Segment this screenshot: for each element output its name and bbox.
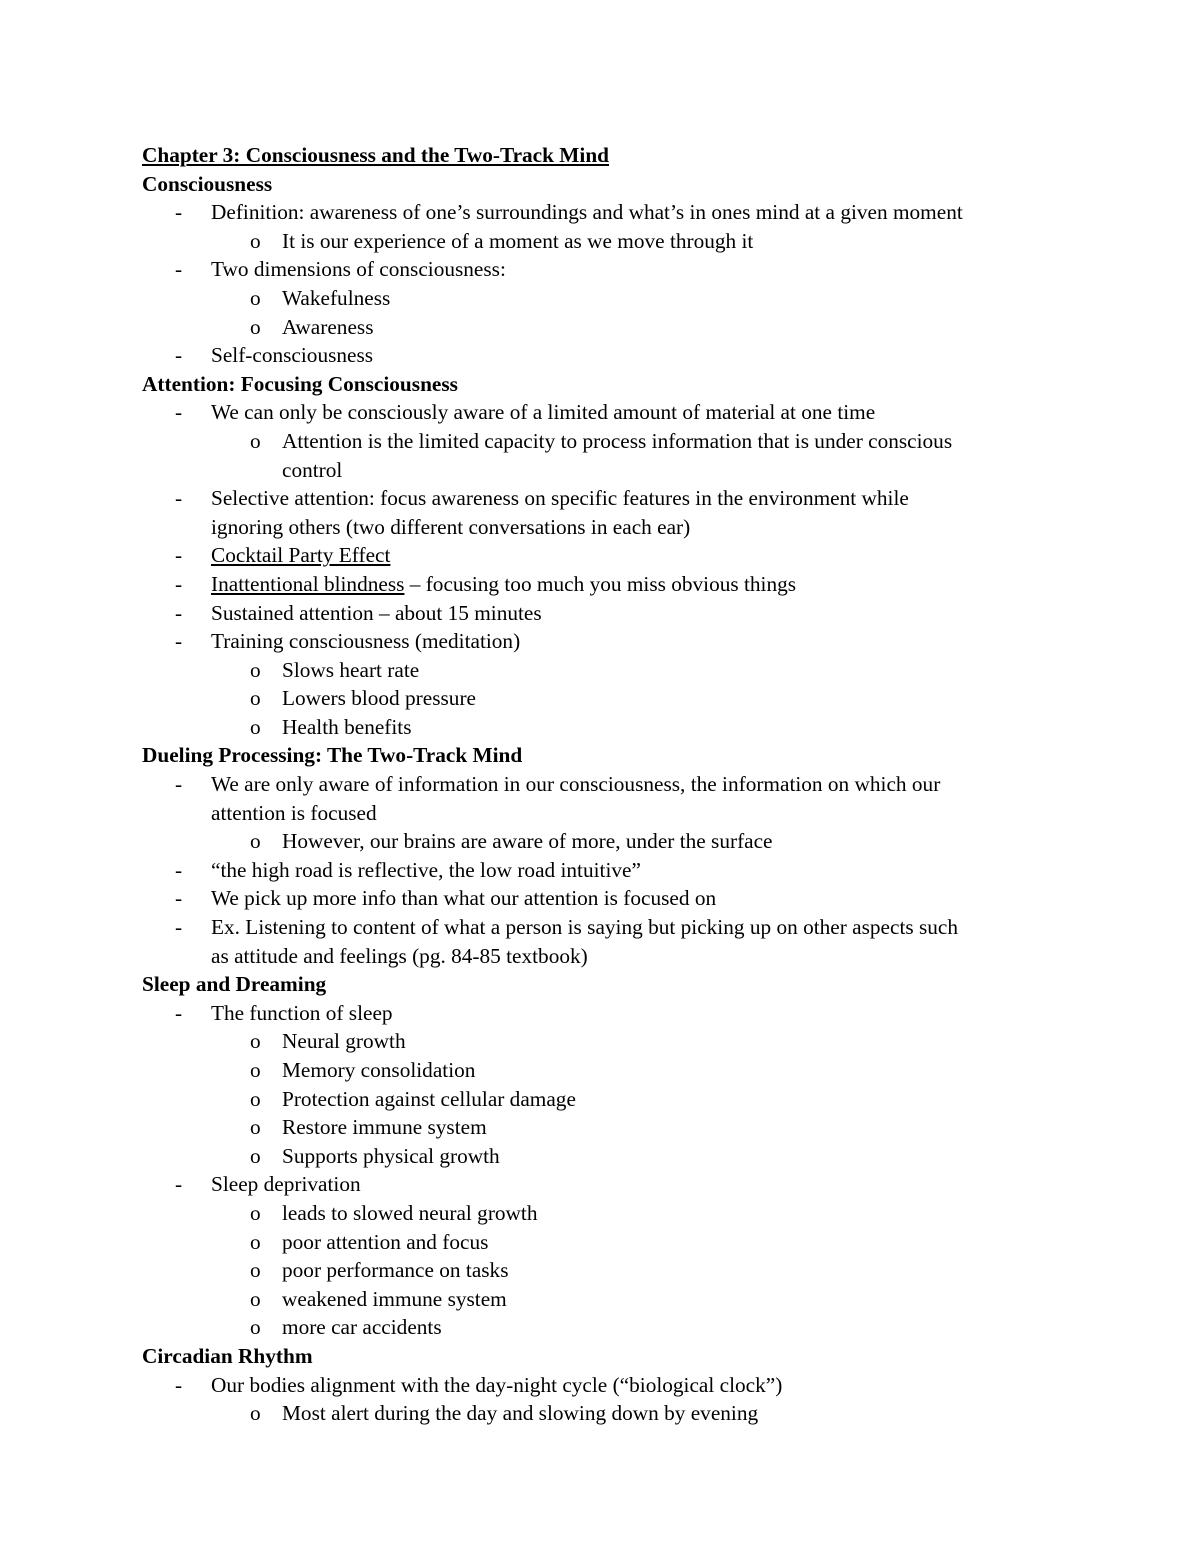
- sub-bullet-item: o Restore immune system: [142, 1113, 1072, 1142]
- circle-bullet: o: [250, 1086, 261, 1111]
- notes-content: [142, 141, 1072, 1428]
- bullet-continuation: ignoring others (two different conversations in each ear): [211, 514, 691, 539]
- sub-bullet-item: o Health benefits: [142, 713, 1072, 742]
- dash-bullet: -: [175, 343, 183, 368]
- dash-bullet: -: [175, 857, 183, 882]
- bullet-item: - Self-consciousness: [142, 341, 1072, 370]
- section-heading-dueling: Dueling Processing: The Two-Track Mind: [142, 743, 523, 768]
- bullet-item: - We can only be consciously aware of a limited amount of material at one time: [142, 398, 1072, 427]
- dash-bullet: -: [175, 886, 183, 911]
- circle-bullet: o: [250, 1115, 261, 1140]
- sub-bullet-item: o Most alert during the day and slowing down by evening: [142, 1399, 1072, 1428]
- dash-bullet: -: [175, 400, 183, 425]
- dash-bullet: -: [175, 629, 183, 654]
- circle-bullet: o: [250, 686, 261, 711]
- sub-bullet-item: o leads to slowed neural growth: [142, 1199, 1072, 1228]
- bullet-item: - Training consciousness (meditation): [142, 627, 1072, 656]
- underlined-term: Inattentional blindness: [211, 571, 405, 596]
- sub-bullet-continuation: control: [282, 457, 343, 482]
- sub-bullet-item: o poor attention and focus: [142, 1228, 1072, 1257]
- bullet-continuation: as attitude and feelings (pg. 84-85 textbook): [211, 943, 588, 968]
- circle-bullet: o: [250, 1229, 261, 1254]
- circle-bullet: o: [250, 285, 261, 310]
- sub-bullet-item: o Supports physical growth: [142, 1142, 1072, 1171]
- dash-bullet: -: [175, 915, 183, 940]
- sub-bullet-item: o Lowers blood pressure: [142, 684, 1072, 713]
- sub-bullet-item: o Awareness: [142, 313, 1072, 342]
- sub-bullet-item: o Wakefulness: [142, 284, 1072, 313]
- bullet-item: - “the high road is reflective, the low road intuitive”: [142, 856, 1072, 885]
- circle-bullet: o: [250, 1258, 261, 1283]
- section-heading-sleep: Sleep and Dreaming: [142, 972, 327, 997]
- circle-bullet: o: [250, 1286, 261, 1311]
- bullet-item: - We pick up more info than what our attention is focused on: [142, 884, 1072, 913]
- sub-bullet-item: o weakened immune system: [142, 1285, 1072, 1314]
- dash-bullet: -: [175, 257, 183, 282]
- dash-bullet: -: [175, 200, 183, 225]
- bullet-item: - Ex. Listening to content of what a person is saying but picking up on other aspects such: [142, 913, 1072, 942]
- dash-bullet: -: [175, 1000, 183, 1025]
- dash-bullet: -: [175, 543, 183, 568]
- bullet-item: - Sleep deprivation: [142, 1170, 1072, 1199]
- sub-bullet-item: o more car accidents: [142, 1313, 1072, 1342]
- bullet-item: - Two dimensions of consciousness:: [142, 255, 1072, 284]
- bullet-item: - The function of sleep: [142, 999, 1072, 1028]
- section-heading-consciousness: Consciousness: [142, 171, 273, 196]
- circle-bullet: o: [250, 1143, 261, 1168]
- sub-bullet-item: o Neural growth: [142, 1027, 1072, 1056]
- underlined-term: Cocktail Party Effect: [211, 543, 391, 568]
- circle-bullet: o: [250, 428, 261, 453]
- sub-bullet-item: o Protection against cellular damage: [142, 1085, 1072, 1114]
- circle-bullet: o: [250, 829, 261, 854]
- dash-bullet: -: [175, 1172, 183, 1197]
- bullet-item: - Our bodies alignment with the day-night cycle (“biological clock”): [142, 1371, 1072, 1400]
- bullet-item: [142, 541, 1072, 570]
- circle-bullet: o: [250, 1200, 261, 1225]
- circle-bullet: o: [250, 1401, 261, 1426]
- dash-bullet: -: [175, 571, 183, 596]
- circle-bullet: o: [250, 314, 261, 339]
- page-title: Chapter 3: Consciousness and the Two-Track Mind: [142, 143, 610, 167]
- sub-bullet-item: o Attention is the limited capacity to process information that is under conscious: [142, 427, 1072, 456]
- dash-bullet: -: [175, 1372, 183, 1397]
- bullet-continuation: attention is focused: [211, 800, 377, 825]
- circle-bullet: o: [250, 657, 261, 682]
- dash-bullet: -: [175, 600, 183, 625]
- bullet-item: - Definition: awareness of one’s surroundings and what’s in ones mind at a given moment: [142, 198, 1072, 227]
- dash-bullet: -: [175, 486, 183, 511]
- sub-bullet-item: o It is our experience of a moment as we move through it: [142, 227, 1072, 256]
- sub-bullet-item: o Slows heart rate: [142, 656, 1072, 685]
- sub-bullet-item: o poor performance on tasks: [142, 1256, 1072, 1285]
- bullet-item: - Selective attention: focus awareness on specific features in the environment while: [142, 484, 1072, 513]
- circle-bullet: o: [250, 714, 261, 739]
- circle-bullet: o: [250, 1315, 261, 1340]
- circle-bullet: o: [250, 228, 261, 253]
- circle-bullet: o: [250, 1029, 261, 1054]
- sub-bullet-item: o However, our brains are aware of more, under the surface: [142, 827, 1072, 856]
- bullet-item: - Sustained attention – about 15 minutes: [142, 599, 1072, 628]
- bullet-item: - We are only aware of information in our consciousness, the information on which our: [142, 770, 1072, 799]
- sub-bullet-item: o Memory consolidation: [142, 1056, 1072, 1085]
- bullet-item: - Inattentional blindness – focusing too much you miss obvious things: [142, 570, 1072, 599]
- dash-bullet: -: [175, 772, 183, 797]
- section-heading-circadian: Circadian Rhythm: [142, 1343, 313, 1368]
- circle-bullet: o: [250, 1058, 261, 1082]
- section-heading-attention: Attention: Focusing Consciousness: [142, 371, 458, 396]
